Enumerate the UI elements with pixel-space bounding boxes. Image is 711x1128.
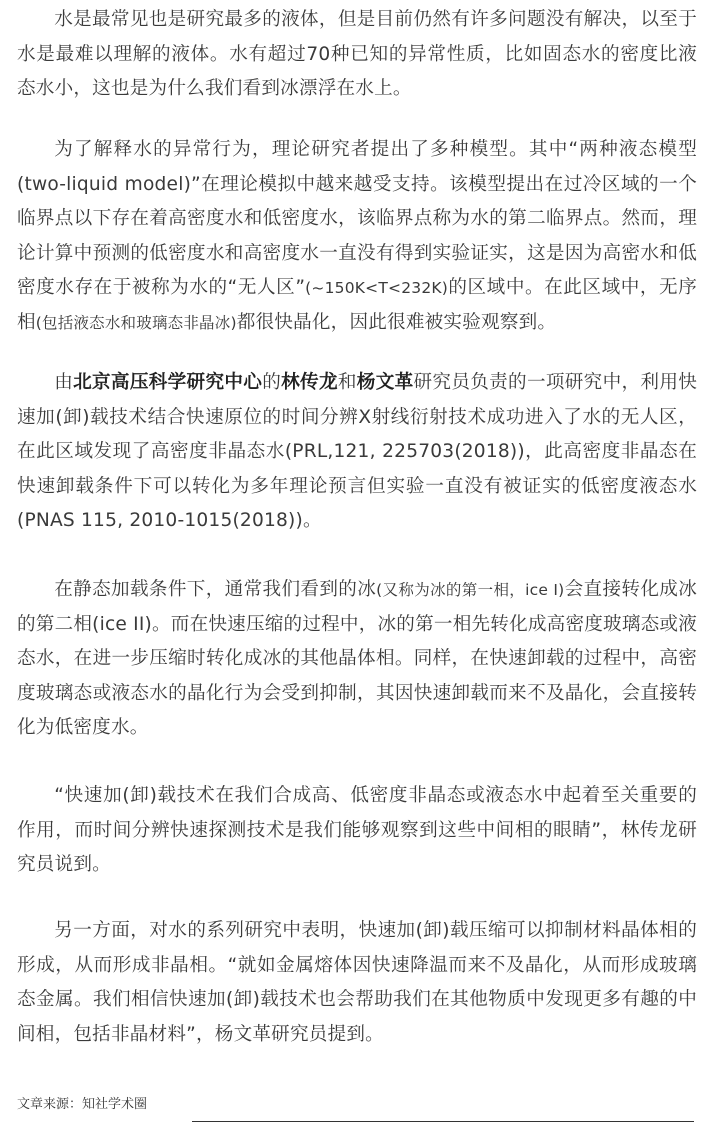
- paragraph-text: 研究员负责的一项研究中，利用快速加(卸)载技术结合快速原位的时间分辨X射线衍射技术成功进入了水的无人区，在此区域发现了高密度非晶态水(PRL,121, 225703(2018))，此高密度非晶态在快速卸载条件下可以转化为多年理论预言但实验一直没有被证实的低密度液态水(PNAS 115, 2010-1015(2018))。: [17, 372, 698, 532]
- paragraph-water-anomalies: 水是最常见也是研究最多的液体，但是目前仍然有许多问题没有解决，以至于水是最难以理解的液体。水有超过70种已知的异常性质，比如固态水的密度比液态水小，这也是为什么我们看到冰漂浮在水上。: [17, 9, 697, 100]
- parenthetical-note: (又称为冰的第一相，ice I): [376, 581, 565, 599]
- paragraph-text: 都很快晶化，因此很难被实验观察到。: [236, 311, 557, 333]
- paragraph-quote-lin: “快速加(卸)载技术在我们合成高、低密度非晶态或液态水中起着至关重要的作用，而时间分辨快速探测技术是我们能够观察到这些中间相的眼睛”，林传龙研究员说到。: [17, 785, 697, 876]
- organization-name: 北京高压科学研究中心: [73, 372, 263, 393]
- paragraph-two-liquid-model: [17, 133, 697, 341]
- article-source: 文章来源：知社学术圈: [17, 1097, 148, 1112]
- paragraph-research-result: [17, 366, 697, 539]
- paragraph-quote-yang: 另一方面，对水的系列研究中表明，快速加(卸)载压缩可以抑制材料晶体相的形成，从而形成非晶相。“就如金属熔体因快速降温而来不及晶化，从而形成玻璃态金属。我们相信快速加(卸)载技术也会帮助我们在其他物质中发现更多有趣的中间相，包括非晶材料”，杨文革研究员提到。: [17, 920, 697, 1045]
- researcher-name: 杨文革: [356, 372, 414, 393]
- temperature-range: (~150K<T<232K): [305, 279, 448, 298]
- researcher-name: 林传龙: [281, 372, 338, 393]
- paragraph-static-loading: [17, 573, 697, 746]
- parenthetical-note: (包括液态水和玻璃态非晶冰): [35, 313, 237, 332]
- divider-line: [192, 1121, 694, 1122]
- paragraph-text: 会直接转化成冰的第二相(ice II)。而在快速压缩的过程中，冰的第一相先转化成高密度玻璃态或液态水，在进一步压缩时转化成冰的其他晶体相。同样，在快速卸载的过程中，高密度玻璃态或液态水的晶化行为会受到抑制，其因快速卸载而来不及晶化，会直接转化为低密度水。: [17, 579, 698, 739]
- paragraph-text: 的: [262, 372, 282, 393]
- paragraph-text: 为了解释水的异常行为，理论研究者提出了多种模型。其中“两种液态模型(two-liquid model)”在理论模拟中越来越受支持。该模型提出在过冷区域的一个临界点以下存在着高密度水和低密度水，该临界点称为水的第二临界点。然而，理论计算中预测的低密度水和高密度水一直没有得到实验证实，这是因为高密水和低密度水存在于被称为水的“无人区”: [17, 139, 697, 299]
- paragraph-text: 在静态加载条件下，通常我们看到的冰: [54, 579, 377, 600]
- paragraph-text: 和: [337, 372, 357, 393]
- paragraph-text: 由: [54, 372, 74, 393]
- paragraph-text: 的区域中。在此区域中，无序相: [17, 277, 697, 333]
